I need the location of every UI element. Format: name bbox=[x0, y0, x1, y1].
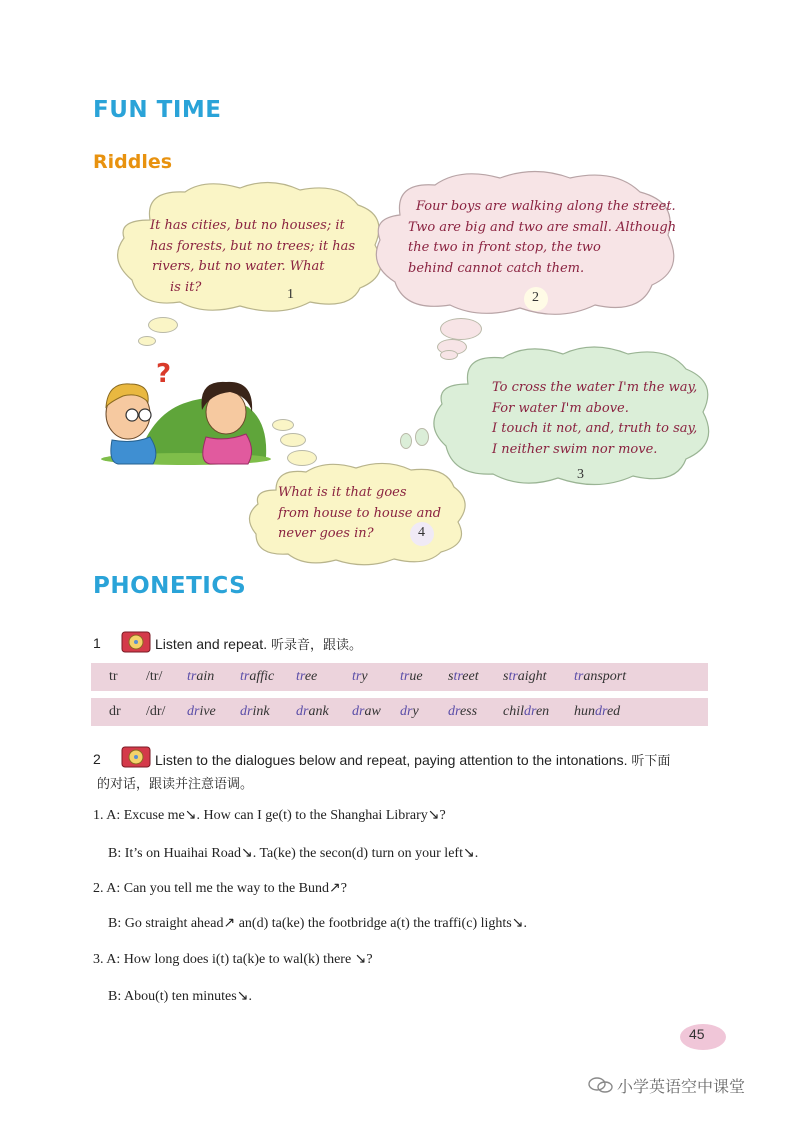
riddle-1-line: rivers, but no water. What bbox=[152, 259, 325, 274]
word: tree bbox=[296, 669, 318, 684]
word: true bbox=[400, 669, 423, 684]
phonetic-symbol: /tr/ bbox=[146, 669, 163, 684]
dialogue-line: 3. A: How long does i(t) ta(k)e to wal(k) there ↘? bbox=[93, 952, 373, 967]
riddle-2-line: Two are big and two are small. Although bbox=[408, 219, 677, 235]
wechat-icon bbox=[588, 1076, 614, 1094]
riddle-1-line: has forests, but no trees; it has bbox=[150, 238, 356, 254]
svg-text:?: ? bbox=[156, 362, 172, 389]
word: transport bbox=[574, 669, 627, 684]
exercise-2-instruction bbox=[155, 750, 670, 769]
cloud-tail-puff bbox=[272, 419, 294, 431]
word: traffic bbox=[240, 669, 275, 684]
cd-audio-icon[interactable] bbox=[120, 745, 152, 769]
word: children bbox=[503, 704, 550, 719]
instruction-text-zh: 听录音，跟读。 bbox=[270, 638, 362, 653]
phonics-row-tr bbox=[91, 663, 708, 691]
exercise-1-number: 1 bbox=[93, 635, 101, 651]
cloud-tail-puff bbox=[400, 433, 412, 449]
riddle-cloud-4 bbox=[246, 462, 468, 565]
phonetic-symbol: /dr/ bbox=[146, 704, 166, 719]
dialogue-line: 1. A: Excuse me↘. How can I ge(t) to the Shanghai Library↘? bbox=[93, 808, 446, 823]
watermark-text: 小学英语空中课堂 bbox=[617, 1077, 746, 1096]
riddle-1-number: 1 bbox=[287, 287, 294, 302]
kids-illustration bbox=[98, 362, 273, 467]
exercise-1-instruction bbox=[155, 634, 362, 653]
cloud-tail-puff bbox=[415, 428, 429, 446]
phonetics-heading: PHONETICS bbox=[93, 573, 247, 599]
riddle-4-number: 4 bbox=[418, 525, 425, 540]
word: street bbox=[448, 669, 479, 684]
cloud-tail-puff bbox=[138, 336, 156, 346]
word: hundred bbox=[574, 704, 621, 719]
riddle-1-line: is it? bbox=[170, 279, 202, 295]
word: draw bbox=[352, 704, 381, 719]
riddle-1-line: It has cities, but no houses; it bbox=[150, 218, 345, 233]
riddle-2-line: Four boys are walking along the street. bbox=[416, 199, 676, 214]
dialogue-line: 2. A: Can you tell me the way to the Bund↗? bbox=[93, 881, 347, 896]
riddle-4-line: from house to house and bbox=[278, 505, 442, 521]
cloud-tail-puff bbox=[280, 433, 306, 447]
riddles-heading: Riddles bbox=[93, 151, 173, 173]
word: dress bbox=[448, 704, 478, 719]
riddle-cloud-1 bbox=[110, 180, 385, 315]
instruction-text-zh: 的对话，跟读并注意语调。 bbox=[97, 777, 254, 792]
riddle-2-line: behind cannot catch them. bbox=[408, 260, 585, 276]
exercise-2-instruction-cont bbox=[97, 773, 253, 792]
riddle-cloud-2 bbox=[370, 170, 680, 318]
cluster-label: tr bbox=[109, 669, 118, 684]
word: straight bbox=[503, 669, 547, 684]
riddle-3-line: To cross the water I'm the way, bbox=[492, 380, 698, 395]
word: dry bbox=[400, 704, 419, 719]
instruction-text: Listen to the dialogues below and repeat, paying attention to the intonations. bbox=[155, 752, 628, 768]
word: drive bbox=[187, 704, 216, 719]
fun-time-heading: FUN TIME bbox=[93, 97, 222, 123]
cloud-tail-puff bbox=[148, 317, 178, 333]
exercise-2-number: 2 bbox=[93, 751, 101, 767]
word: train bbox=[187, 669, 215, 684]
word: drink bbox=[240, 704, 270, 719]
riddle-cloud-3 bbox=[428, 344, 713, 489]
cd-audio-icon[interactable] bbox=[120, 630, 152, 654]
cloud-tail-puff bbox=[440, 318, 482, 340]
riddle-3-number: 3 bbox=[577, 467, 584, 482]
word: try bbox=[352, 669, 368, 684]
dialogue-line: B: It’s on Huaihai Road↘. Ta(ke) the secon(d) turn on your left↘. bbox=[108, 846, 479, 861]
riddle-2-line: the two in front stop, the two bbox=[408, 240, 601, 255]
phonics-row-dr bbox=[91, 698, 708, 726]
riddle-3-line: I touch it not, and, truth to say, bbox=[492, 421, 698, 436]
word: drank bbox=[296, 704, 329, 719]
riddle-2-number: 2 bbox=[532, 290, 539, 305]
riddle-4-line: never goes in? bbox=[278, 526, 374, 541]
instruction-text-zh: 听下面 bbox=[631, 754, 671, 769]
dialogue-line: B: Go straight ahead↗ an(d) ta(ke) the footbridge a(t) the traffi(c) lights↘. bbox=[108, 916, 527, 931]
riddle-3-line: For water I'm above. bbox=[492, 400, 629, 416]
riddle-3-line: I neither swim nor move. bbox=[492, 441, 658, 457]
cluster-label: dr bbox=[109, 704, 121, 719]
instruction-text: Listen and repeat. bbox=[155, 636, 268, 652]
dialogue-line: B: Abou(t) ten minutes↘. bbox=[108, 989, 252, 1004]
riddle-4-line: What is it that goes bbox=[278, 485, 407, 500]
page-number: 45 bbox=[689, 1026, 705, 1042]
